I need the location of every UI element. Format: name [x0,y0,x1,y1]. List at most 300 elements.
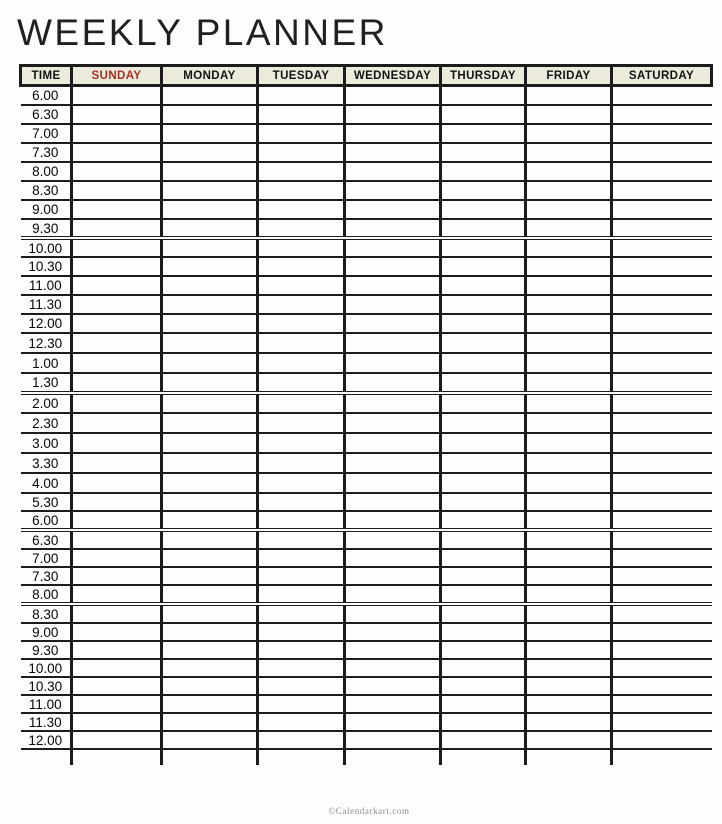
time-label: 10.00 [21,659,72,677]
time-label: 1.30 [21,373,72,393]
planner-cell [612,353,712,373]
planner-cell [345,373,441,393]
day-header-saturday: SATURDAY [612,66,712,86]
planner-cell [612,276,712,295]
planner-cell [612,143,712,162]
day-header-monday: MONDAY [162,66,258,86]
planner-row [21,181,712,200]
planner-cell [258,413,345,433]
planner-cell [72,162,162,181]
planner-cell [441,162,526,181]
planner-cell [258,713,345,731]
planner-cell [345,659,441,677]
planner-cell [258,257,345,276]
planner-cell [612,530,712,549]
planner-row [21,433,712,453]
time-label: 8.00 [21,162,72,181]
planner-cell [258,333,345,353]
planner-cell [345,124,441,143]
planner-cell [612,511,712,530]
planner-cell [441,473,526,493]
planner-cell [612,219,712,238]
time-label: 6.00 [21,86,72,105]
planner-cell [162,143,258,162]
weekly-planner-table [19,64,713,765]
planner-cell [441,124,526,143]
planner-cell [441,511,526,530]
planner-cell [441,86,526,105]
planner-row [21,659,712,677]
planner-cell [612,105,712,124]
planner-cell [258,433,345,453]
planner-cell [526,238,612,257]
planner-cell [258,393,345,413]
planner-cell [441,353,526,373]
planner-cell [526,549,612,567]
planner-cell [72,353,162,373]
planner-cell [345,677,441,695]
day-header-tuesday: TUESDAY [258,66,345,86]
planner-cell [162,677,258,695]
planner-cell [612,393,712,413]
planner-cell [345,623,441,641]
planner-cell [612,641,712,659]
time-label: 11.30 [21,713,72,731]
planner-cell [441,713,526,731]
planner-cell [612,200,712,219]
time-label: 5.30 [21,493,72,511]
planner-cell [162,623,258,641]
planner-cell [72,659,162,677]
planner-cell [441,433,526,453]
planner-cell [441,105,526,124]
planner-cell [345,295,441,314]
planner-cell [258,353,345,373]
planner-cell [162,276,258,295]
planner-cell [612,604,712,623]
day-header-row [21,66,712,86]
grid-stub-cell [345,749,441,765]
planner-cell [441,393,526,413]
planner-cell [345,413,441,433]
grid-stub-cell [441,749,526,765]
planner-row [21,276,712,295]
planner-cell [72,530,162,549]
planner-row [21,473,712,493]
planner-cell [441,641,526,659]
day-header-wednesday: WEDNESDAY [345,66,441,86]
planner-cell [441,238,526,257]
time-label: 7.00 [21,549,72,567]
planner-cell [162,333,258,353]
planner-cell [526,677,612,695]
time-label: 9.30 [21,219,72,238]
planner-cell [162,200,258,219]
planner-row [21,695,712,713]
planner-cell [72,604,162,623]
planner-cell [526,219,612,238]
planner-cell [345,641,441,659]
planner-cell [72,731,162,749]
grid-stub-cell [72,749,162,765]
planner-cell [162,567,258,585]
time-label: 8.30 [21,604,72,623]
planner-cell [72,257,162,276]
planner-cell [441,530,526,549]
planner-cell [526,433,612,453]
planner-cell [526,373,612,393]
planner-cell [526,604,612,623]
planner-cell [162,641,258,659]
planner-row [21,413,712,433]
planner-cell [345,238,441,257]
time-label: 8.00 [21,585,72,604]
planner-cell [258,731,345,749]
planner-cell [526,124,612,143]
time-label: 9.00 [21,623,72,641]
planner-cell [72,433,162,453]
planner-cell [345,567,441,585]
planner-cell [612,623,712,641]
time-label: 1.00 [21,353,72,373]
planner-cell [612,677,712,695]
planner-cell [72,623,162,641]
time-label: 6.30 [21,530,72,549]
planner-row [21,314,712,333]
planner-cell [258,276,345,295]
planner-cell [258,659,345,677]
planner-cell [441,731,526,749]
planner-cell [162,433,258,453]
planner-cell [345,393,441,413]
planner-cell [441,373,526,393]
planner-cell [612,333,712,353]
planner-cell [258,200,345,219]
planner-cell [72,677,162,695]
planner-cell [345,473,441,493]
planner-cell [72,276,162,295]
time-label: 7.30 [21,567,72,585]
planner-cell [258,604,345,623]
planner-cell [72,511,162,530]
planner-cell [72,181,162,200]
planner-cell [612,549,712,567]
planner-cell [526,567,612,585]
planner-cell [441,549,526,567]
planner-cell [162,257,258,276]
planner-cell [258,181,345,200]
planner-cell [441,257,526,276]
planner-cell [72,713,162,731]
planner-cell [72,143,162,162]
planner-row [21,677,712,695]
planner-cell [258,314,345,333]
planner-cell [162,659,258,677]
planner-cell [612,659,712,677]
planner-cell [162,124,258,143]
planner-cell [612,585,712,604]
planner-cell [526,314,612,333]
planner-cell [345,530,441,549]
planner-cell [72,314,162,333]
planner-row [21,219,712,238]
planner-row [21,86,712,105]
planner-cell [526,257,612,276]
planner-cell [72,124,162,143]
planner-cell [345,433,441,453]
planner-cell [162,549,258,567]
planner-cell [258,86,345,105]
planner-cell [162,353,258,373]
planner-cell [72,585,162,604]
planner-cell [526,276,612,295]
planner-cell [258,373,345,393]
planner-cell [162,105,258,124]
time-label: 2.30 [21,413,72,433]
planner-cell [72,86,162,105]
planner-cell [441,276,526,295]
time-label: 3.30 [21,453,72,473]
planner-cell [441,604,526,623]
planner-cell [441,623,526,641]
planner-cell [162,530,258,549]
planner-cell [526,200,612,219]
planner-cell [258,219,345,238]
planner-cell [72,333,162,353]
time-label: 11.30 [21,295,72,314]
planner-cell [441,585,526,604]
planner-cell [258,567,345,585]
planner-row [21,373,712,393]
planner-row [21,200,712,219]
planner-cell [526,162,612,181]
planner-cell [72,453,162,473]
planner-cell [72,295,162,314]
day-header-friday: FRIDAY [526,66,612,86]
time-label: 3.00 [21,433,72,453]
time-column-header: TIME [21,66,72,86]
planner-row [21,333,712,353]
planner-cell [526,86,612,105]
planner-cell [612,493,712,511]
planner-row [21,162,712,181]
planner-cell [258,585,345,604]
planner-cell [345,549,441,567]
time-label: 7.30 [21,143,72,162]
planner-cell [258,473,345,493]
planner-cell [258,511,345,530]
planner-cell [612,257,712,276]
planner-cell [258,295,345,314]
planner-cell [162,393,258,413]
planner-cell [345,200,441,219]
planner-cell [162,493,258,511]
planner-cell [441,677,526,695]
page-title: WEEKLY PLANNER [17,12,388,53]
planner-cell [345,86,441,105]
planner-cell [526,333,612,353]
planner-row [21,585,712,604]
watermark-text: ©Calendarkart.com [328,806,410,816]
planner-cell [612,453,712,473]
planner-cell [441,493,526,511]
planner-cell [526,181,612,200]
planner-row [21,493,712,511]
planner-cell [526,105,612,124]
planner-cell [258,641,345,659]
planner-row [21,731,712,749]
planner-cell [162,453,258,473]
planner-cell [162,695,258,713]
planner-cell [162,585,258,604]
planner-cell [258,453,345,473]
planner-cell [526,453,612,473]
planner-cell [526,530,612,549]
planner-cell [345,257,441,276]
time-label: 6.30 [21,105,72,124]
planner-cell [612,713,712,731]
planner-cell [345,713,441,731]
planner-cell [345,219,441,238]
planner-cell [162,181,258,200]
planner-cell [162,731,258,749]
day-header-sunday: SUNDAY [72,66,162,86]
planner-row [21,105,712,124]
time-label: 8.30 [21,181,72,200]
planner-cell [162,373,258,393]
planner-cell [612,731,712,749]
grid-stub-cell [258,749,345,765]
planner-cell [162,314,258,333]
planner-cell [345,731,441,749]
planner-cell [526,731,612,749]
planner-cell [441,200,526,219]
time-label: 6.00 [21,511,72,530]
planner-cell [441,143,526,162]
planner-cell [162,86,258,105]
planner-cell [441,659,526,677]
planner-row [21,530,712,549]
planner-row [21,453,712,473]
planner-cell [526,493,612,511]
planner-cell [612,86,712,105]
planner-cell [441,295,526,314]
planner-cell [345,695,441,713]
planner-row [21,393,712,413]
planner-cell [258,105,345,124]
planner-cell [612,314,712,333]
planner-cell [345,181,441,200]
planner-row [21,257,712,276]
planner-cell [526,585,612,604]
planner-cell [526,623,612,641]
planner-cell [162,413,258,433]
planner-cell [345,511,441,530]
planner-cell [612,433,712,453]
planner-row [21,641,712,659]
planner-cell [526,353,612,373]
planner-cell [162,295,258,314]
planner-cell [162,219,258,238]
planner-cell [612,695,712,713]
planner-cell [441,314,526,333]
planner-cell [345,604,441,623]
planner-cell [612,295,712,314]
planner-cell [258,493,345,511]
planner-cell [526,511,612,530]
planner-cell [526,641,612,659]
grid-stub-cell [21,749,72,765]
planner-cell [345,314,441,333]
planner-cell [441,567,526,585]
time-label: 4.00 [21,473,72,493]
planner-cell [345,453,441,473]
time-label: 10.30 [21,257,72,276]
planner-cell [526,659,612,677]
planner-cell [258,530,345,549]
planner-cell [162,511,258,530]
planner-cell [345,333,441,353]
time-label: 2.00 [21,393,72,413]
day-header-thursday: THURSDAY [441,66,526,86]
planner-cell [72,219,162,238]
planner-row [21,623,712,641]
time-label: 9.30 [21,641,72,659]
planner-cell [72,641,162,659]
planner-cell [258,124,345,143]
planner-row [21,604,712,623]
time-label: 12.00 [21,314,72,333]
planner-cell [441,333,526,353]
planner-cell [258,695,345,713]
planner-cell [162,162,258,181]
grid-stub-cell [526,749,612,765]
time-label: 11.00 [21,695,72,713]
planner-cell [72,473,162,493]
planner-cell [612,181,712,200]
time-label: 10.00 [21,238,72,257]
planner-cell [258,549,345,567]
planner-cell [441,453,526,473]
time-label: 11.00 [21,276,72,295]
planner-cell [441,413,526,433]
planner-cell [441,181,526,200]
time-label: 12.00 [21,731,72,749]
planner-row [21,353,712,373]
planner-cell [612,567,712,585]
planner-cell [72,695,162,713]
planner-row [21,124,712,143]
planner-cell [345,105,441,124]
planner-cell [441,219,526,238]
planner-row [21,238,712,257]
planner-cell [72,200,162,219]
time-label: 9.00 [21,200,72,219]
planner-cell [612,238,712,257]
planner-cell [441,695,526,713]
time-label: 10.30 [21,677,72,695]
planner-row [21,511,712,530]
planner-cell [162,238,258,257]
planner-cell [345,353,441,373]
planner-cell [72,493,162,511]
grid-stub-row [21,749,712,765]
planner-cell [612,473,712,493]
grid-stub-cell [612,749,712,765]
planner-cell [612,373,712,393]
planner-cell [345,143,441,162]
planner-cell [345,162,441,181]
